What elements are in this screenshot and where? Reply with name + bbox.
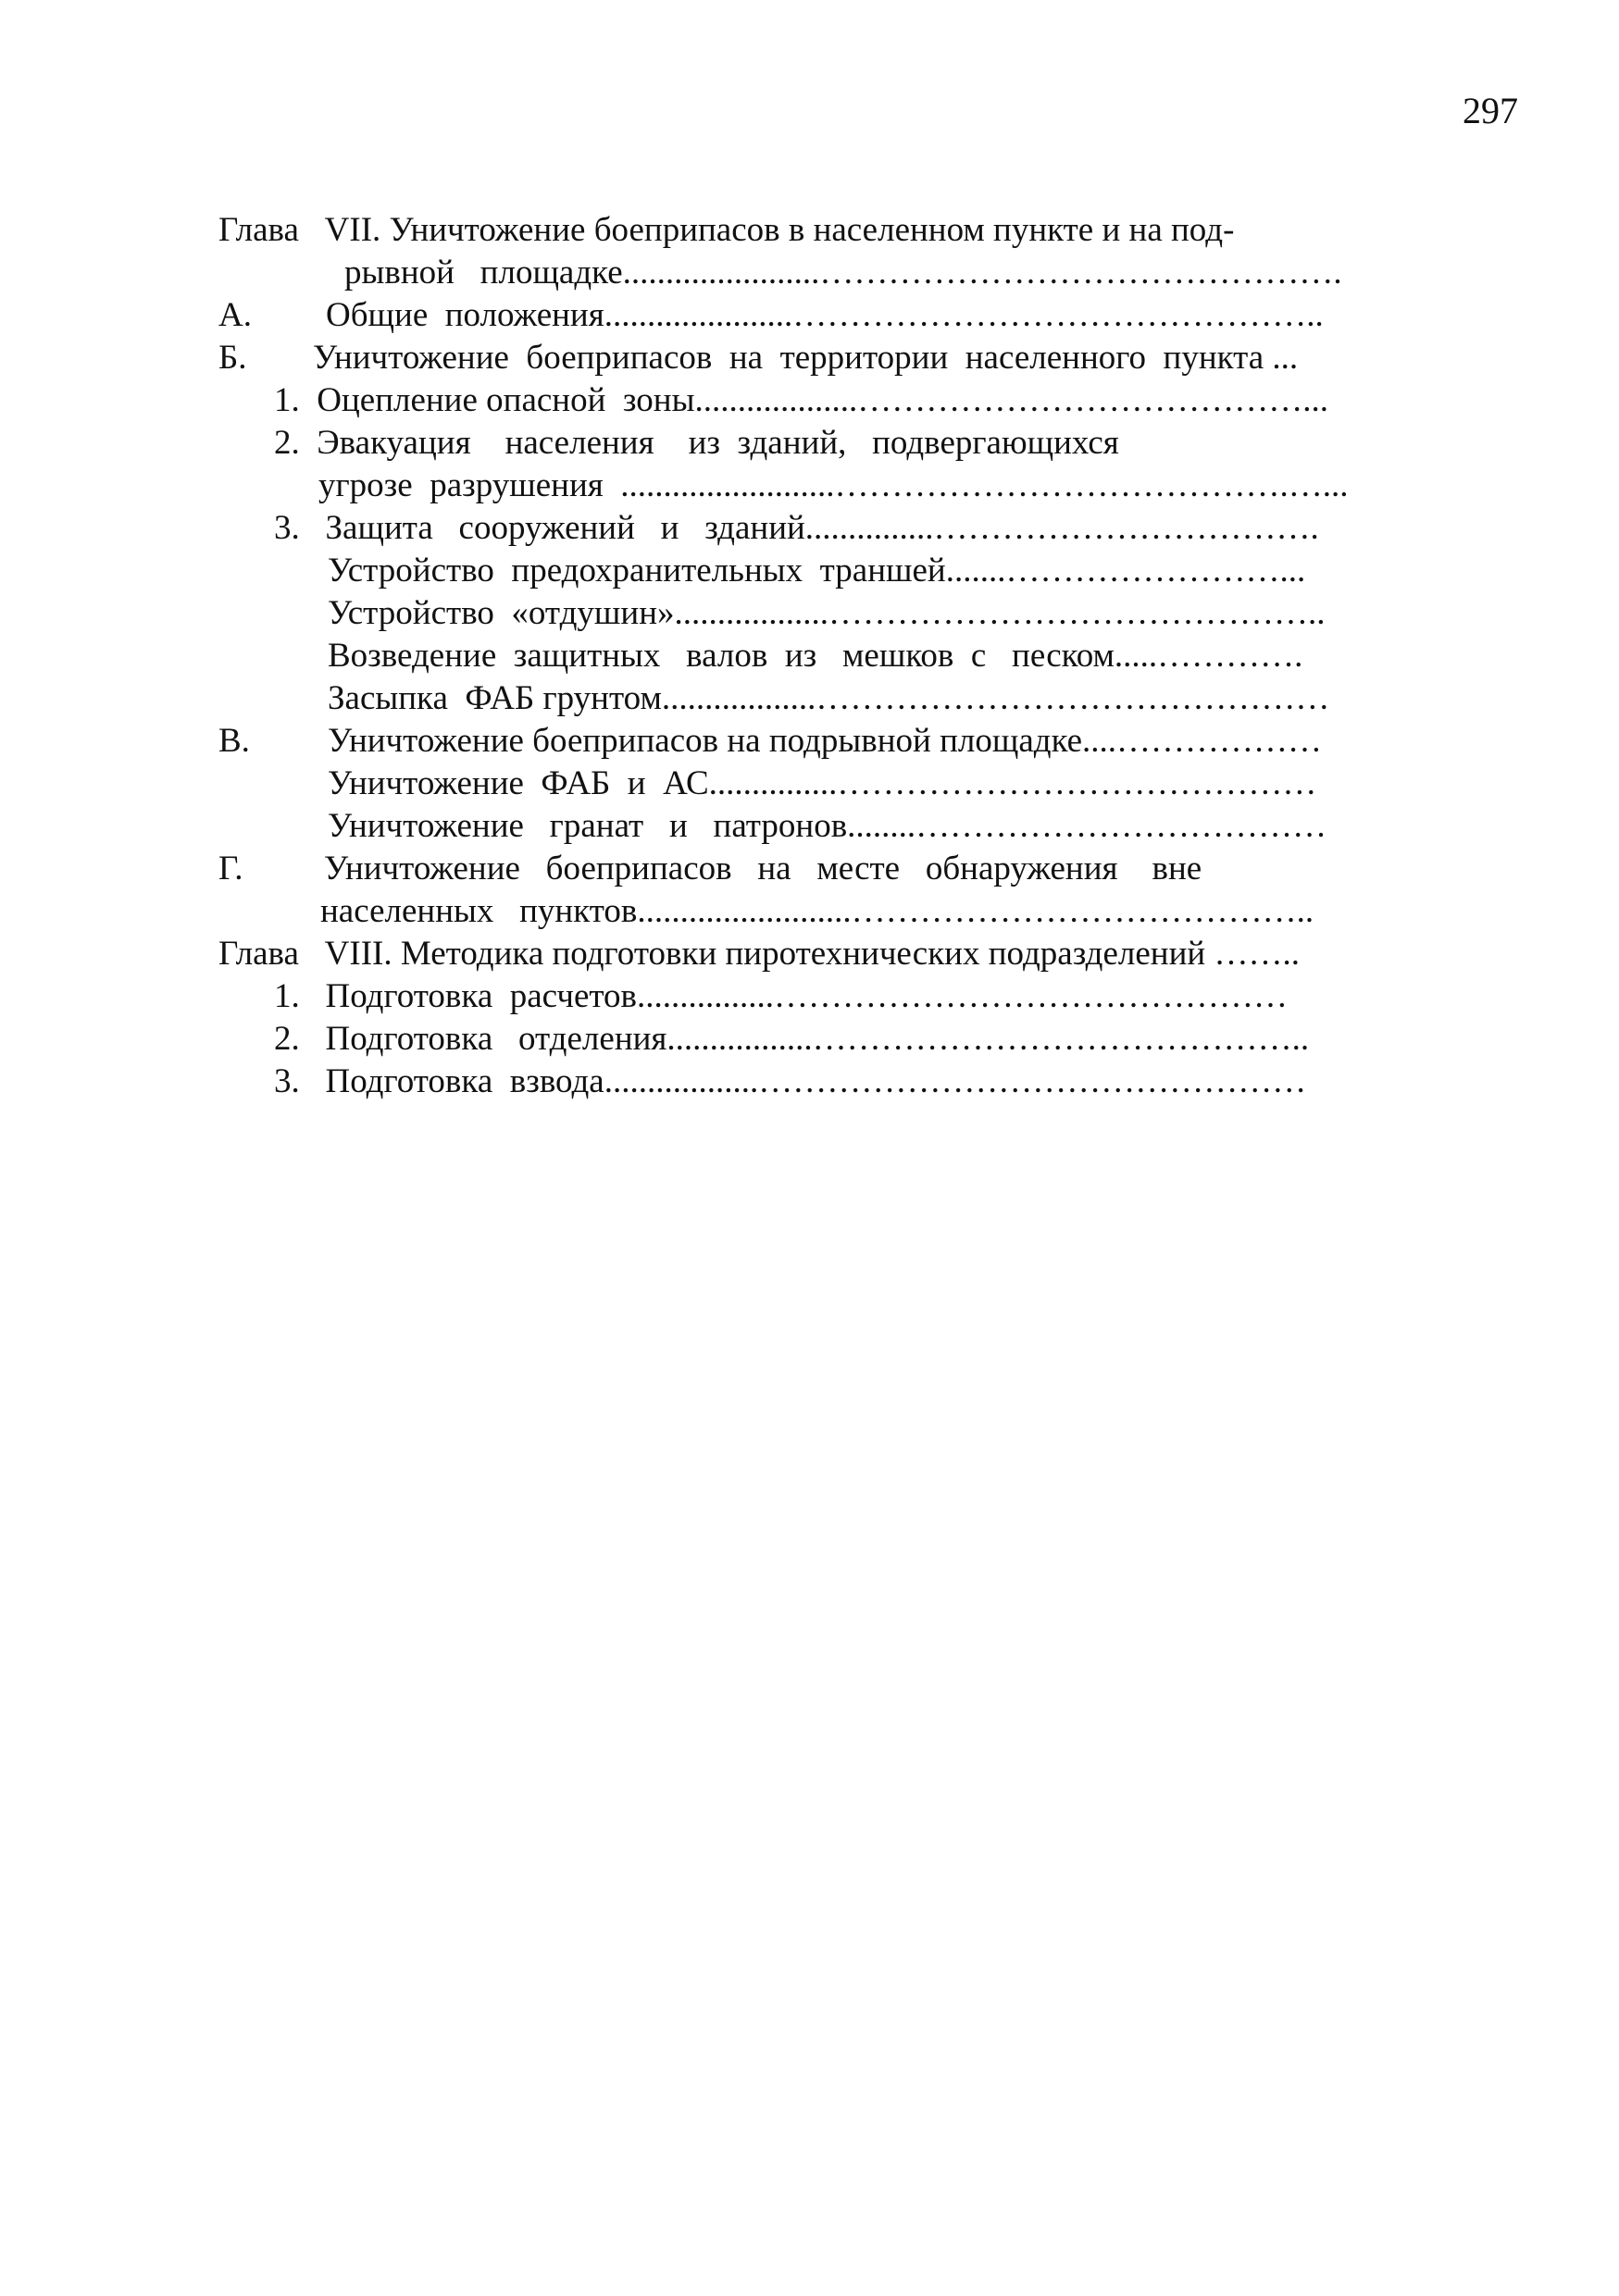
toc-section-a: Общие положения......................……………………………………….. xyxy=(326,296,1324,334)
toc-item-8-3: 3. Подготовка взвода..................………………………………………… xyxy=(274,1062,1307,1100)
toc-section-letter-v: В. xyxy=(218,722,250,760)
toc-item-b3-sandbags: Возведение защитных валов из мешков с песком.....…………. xyxy=(328,637,1303,675)
toc-item-b3: 3. Защита сооружений и зданий...............……………………………. xyxy=(274,509,1319,547)
toc-section-letter-a: А. xyxy=(218,296,252,334)
toc-section-b: Уничтожение боеприпасов на территории населенного пункта ... xyxy=(313,339,1299,377)
toc-item-v-grenades: Уничтожение гранат и патронов........……………………………… xyxy=(328,807,1327,845)
toc-section-g-cont: населенных пунктов.........................………………………………….. xyxy=(320,892,1314,930)
toc-item-b2-cont: угрозе разрушения .........................………………………………….…... xyxy=(318,466,1349,504)
toc-item-b3-trenches: Устройство предохранительных траншей.......……………………... xyxy=(328,552,1306,590)
toc-item-b3-vents: Устройство «отдушин»..................…………………………………….. xyxy=(328,594,1326,632)
toc-item-8-2: 2. Подготовка отделения.................…………………………………….. xyxy=(274,1020,1310,1058)
toc-item-b2: 2. Эвакуация населения из зданий, подвергающихся xyxy=(274,424,1119,462)
toc-section-g: Уничтожение боеприпасов на месте обнаружения вне xyxy=(324,850,1202,887)
toc-section-v: Уничтожение боеприпасов на подрывной площадке....……………… xyxy=(328,722,1323,760)
toc-item-v-fab: Уничтожение ФАБ и АС...............…………………………………… xyxy=(328,764,1317,802)
toc-chapter-7-title: Глава VII. Уничтожение боеприпасов в населенном пункте и на под- xyxy=(218,211,1235,249)
toc-section-letter-g: Г. xyxy=(218,850,243,887)
toc-chapter-7-title-cont: рывной площадке.......................………………………………………. xyxy=(344,254,1342,292)
toc-item-b3-backfill: Засыпка ФАБ грунтом..................……………………………………… xyxy=(328,679,1330,717)
toc-chapter-8-title: Глава VIII. Методика подготовки пиротехнических подразделений …….. xyxy=(218,935,1300,973)
toc-item-b1: 1. Оцепление опасной зоны...................…………………………………... xyxy=(274,381,1328,419)
page-number: 297 xyxy=(1463,90,1518,131)
toc-section-letter-b: Б. xyxy=(218,339,247,377)
toc-item-8-1: 1. Подготовка расчетов................……………………………………… xyxy=(274,977,1289,1015)
